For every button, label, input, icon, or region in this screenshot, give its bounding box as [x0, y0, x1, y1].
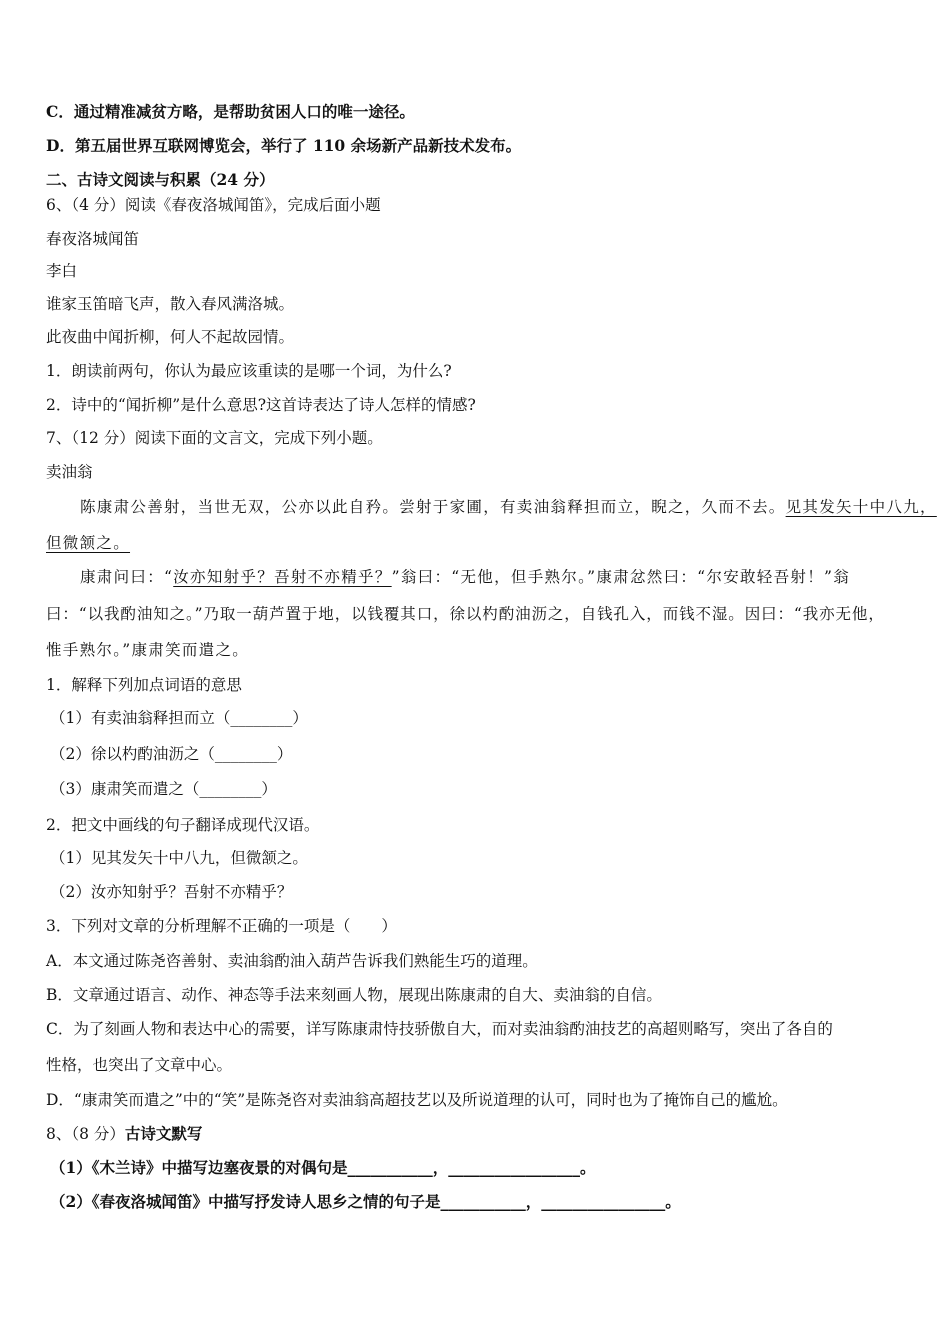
- section-title: 二、古诗文阅读与积累（24 分）: [46, 170, 275, 189]
- q6-sub1: 1．朗读前两句，你认为最应该重读的是哪一个词，为什么?: [46, 362, 452, 380]
- q7-sub1-item: （3）康肃笑而遣之（________）: [50, 780, 277, 798]
- poem-title: 春夜洛城闻笛: [46, 230, 140, 248]
- q7-stem: 7、（12 分）阅读下面的文言文，完成下列小题。: [46, 429, 383, 447]
- text-title: 卖油翁: [46, 463, 93, 481]
- q7-sub2: 2．把文中画线的句子翻译成现代汉语。: [46, 816, 320, 834]
- q6-sub2: 2．诗中的“闻折柳”是什么意思?这首诗表达了诗人怎样的情感?: [46, 396, 476, 414]
- q7-sub3: 3．下列对文章的分析理解不正确的一项是（ ）: [46, 917, 397, 935]
- choice-b: B．文章通过语言、动作、神态等手法来刻画人物，展现出陈康肃的自大、卖油翁的自信。: [46, 986, 662, 1004]
- passage-line: 曰：“以我酌油知之。”乃取一葫芦置于地，以钱覆其口，徐以杓酌油沥之，自钱孔入，而钱不湿。因曰：“我亦无他，: [46, 605, 885, 623]
- q7-sub1: 1．解释下列加点词语的意思: [46, 676, 242, 694]
- passage-text: ”翁曰：“无他，但手熟尔。”康肃忿然曰：“尔安敢轻吾射！”翁: [391, 568, 851, 586]
- option-d: D．第五届世界互联网博览会，举行了 110 余场新产品新技术发布。: [46, 136, 522, 155]
- q8-title: 古诗文默写: [124, 1124, 203, 1143]
- underlined-sentence: 汝亦知射乎？吾射不亦精乎？: [173, 568, 392, 586]
- passage-line: 惟手熟尔。”康肃笑而遣之。: [46, 641, 250, 659]
- choice-a: A．本文通过陈尧咨善射、卖油翁酌油入葫芦告诉我们熟能生巧的道理。: [46, 952, 538, 970]
- q7-sub1-item: （2）徐以杓酌油沥之（________）: [50, 745, 293, 763]
- q6-stem: 6、（4 分）阅读《春夜洛城闻笛》，完成后面小题: [46, 196, 381, 214]
- q8-sub2: （2）《春夜洛城闻笛》中描写抒发诗人思乡之情的句子是___________，________________。: [50, 1192, 681, 1211]
- q7-sub2-item: （1）见其发矢十中八九，但微颔之。: [50, 849, 308, 867]
- q8-sub1: （1）《木兰诗》中描写边塞夜景的对偶句是___________，_________________。: [50, 1158, 596, 1177]
- q7-sub2-item: （2）汝亦知射乎？吾射不亦精乎？: [50, 883, 293, 901]
- passage-text: 陈康肃公善射，当世无双，公亦以此自矜。尝射于家圃，有卖油翁释担而立，睨之，久而不去。: [80, 498, 786, 516]
- q7-sub1-item: （1）有卖油翁释担而立（________）: [50, 709, 308, 727]
- passage-text: 康肃问曰：“: [80, 568, 174, 586]
- choice-c: C．为了刻画人物和表达中心的需要，详写陈康肃恃技骄傲自大，而对卖油翁酌油技艺的高超则略写，突出了各自的: [46, 1020, 833, 1038]
- option-c: C．通过精准减贫方略，是帮助贫困人口的唯一途径。: [46, 102, 415, 121]
- passage-line: [80, 497, 937, 517]
- choice-d: D．“康肃笑而遣之”中的“笑”是陈尧咨对卖油翁高超技艺以及所说道理的认可，同时也为了掩饰自己的尴尬。: [46, 1091, 788, 1109]
- poem-author: 李白: [46, 262, 78, 280]
- q8-stem: [46, 1124, 202, 1144]
- poem-line: 谁家玉笛暗飞声，散入春风满洛城。: [46, 295, 295, 313]
- underlined-sentence: 但微颔之。: [46, 534, 131, 552]
- underlined-sentence: 见其发矢十中八九，: [785, 498, 937, 516]
- poem-line: 此夜曲中闻折柳，何人不起故园情。: [46, 328, 295, 346]
- passage-line: [80, 567, 850, 587]
- choice-c-cont: 性格，也突出了文章中心。: [46, 1056, 233, 1074]
- q8-number: 8、（8 分）: [46, 1125, 125, 1143]
